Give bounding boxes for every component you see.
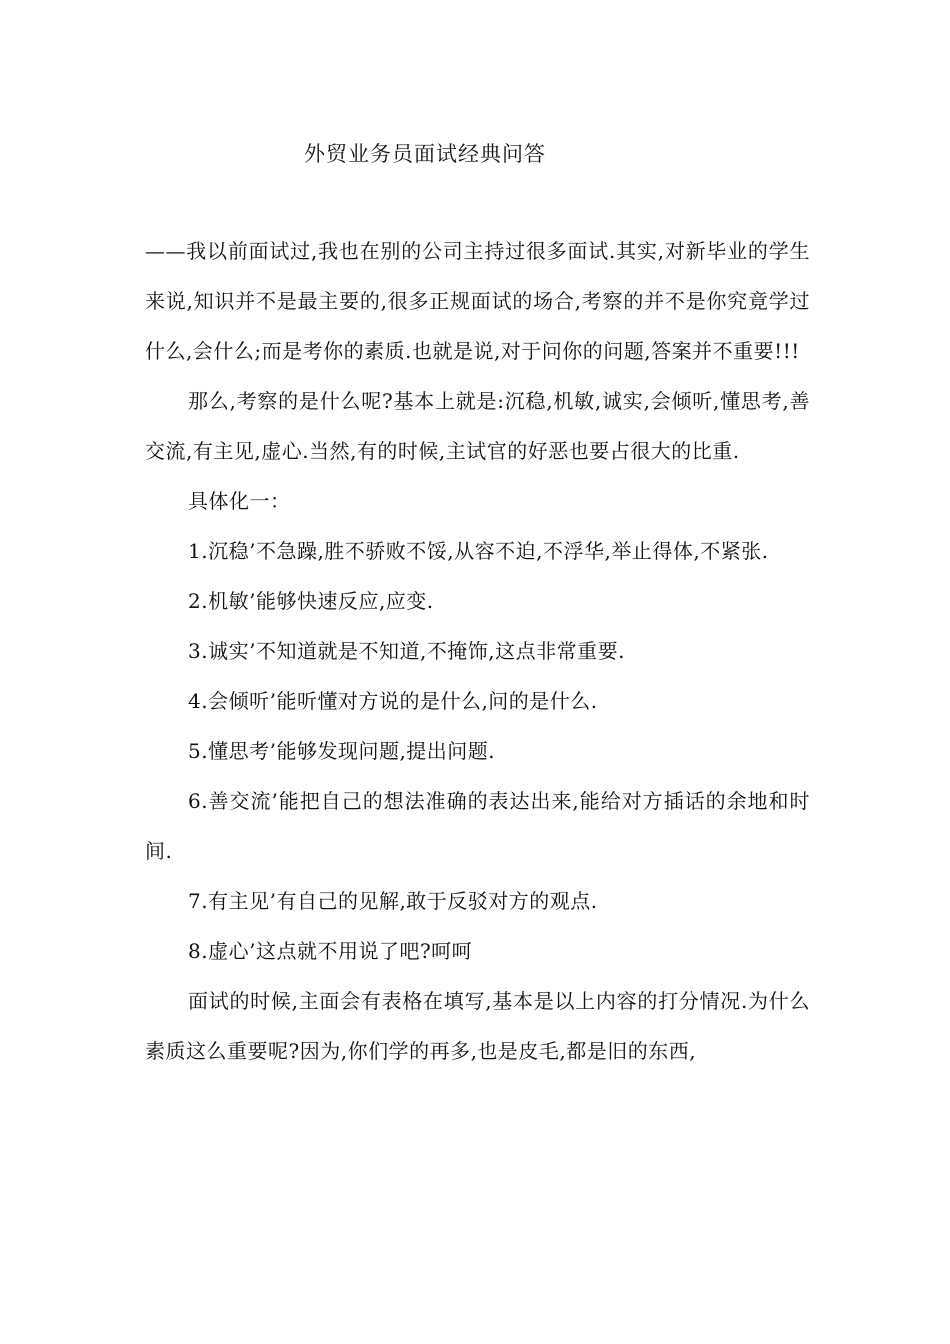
- paragraph-qualities: 那么,考察的是什么呢?基本上就是:沉稳,机敏,诚实,会倾听,懂思考,善交流,有主见,虚心.当然,有的时候,主试官的好恶也要占很大的比重.: [145, 389, 810, 463]
- list-item-1: 1.沉稳’不急躁,胜不骄败不馁,从容不迫,不浮华,举止得体,不紧张.: [188, 539, 769, 563]
- list-item-2: 2.机敏’能够快速反应,应变.: [188, 589, 434, 613]
- list-item-5: 5.懂思考’能够发现问题,提出问题.: [188, 739, 496, 763]
- document-body: [145, 226, 810, 1076]
- paragraph-scoring: 面试的时候,主面会有表格在填写,基本是以上内容的打分情况.为什么素质这么重要呢?因为,你们学的再多,也是皮毛,都是旧的东西,: [145, 989, 810, 1063]
- paragraph-intro: ——我以前面试过,我也在别的公司主持过很多面试.其实,对新毕业的学生来说,知识并不是最主要的,很多正规面试的场合,考察的并不是你究竟学过什么,会什么;而是考你的素质.也就是说,对于问你的问题,答案并不重要!!!: [145, 239, 810, 363]
- paragraph-specifics-heading: 具体化一：: [188, 489, 291, 513]
- list-item-7: 7.有主见’有自己的见解,敢于反驳对方的观点.: [188, 889, 598, 913]
- list-item-4: 4.会倾听’能听懂对方说的是什么,问的是什么.: [188, 689, 598, 713]
- list-item-6: 6.善交流’能把自己的想法准确的表达出来,能给对方插话的余地和时间.: [145, 789, 810, 863]
- list-item-8: 8.虚心’这点就不用说了吧?呵呵: [188, 939, 473, 963]
- document-title: 外贸业务员面试经典问答: [304, 142, 546, 166]
- list-item-3: 3.诚实’不知道就是不知道,不掩饰,这点非常重要.: [188, 639, 626, 663]
